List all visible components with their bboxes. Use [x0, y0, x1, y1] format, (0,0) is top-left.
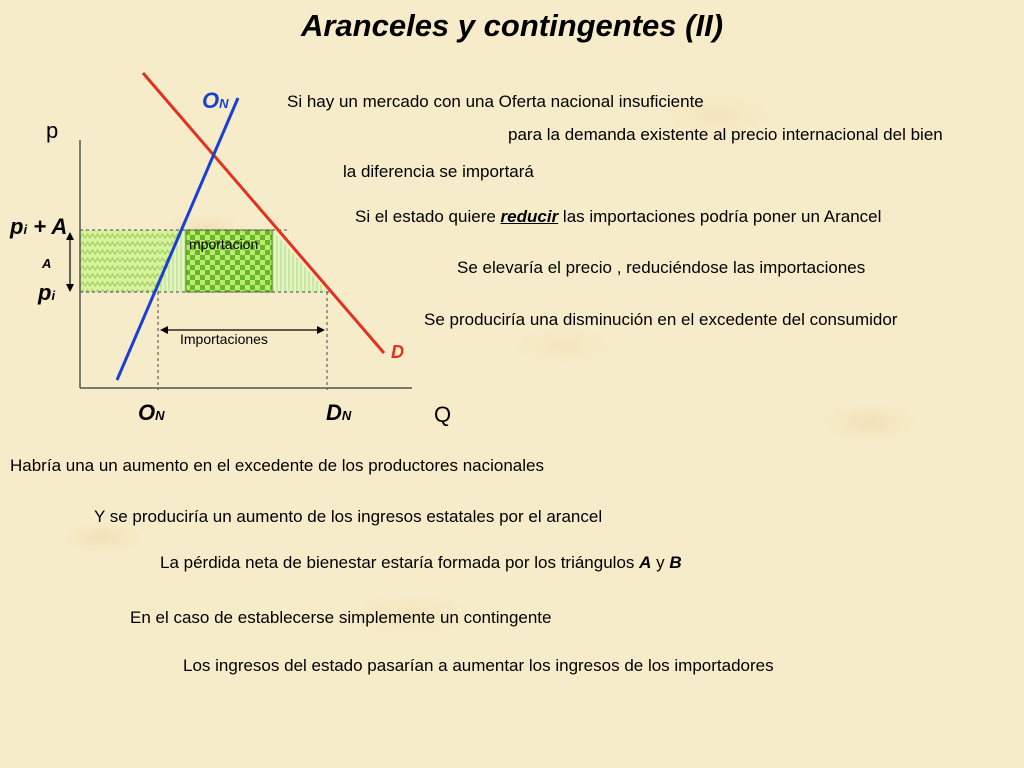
text-line-9: La pérdida neta de bienestar estaría formada por los triángulos A y B: [160, 553, 682, 572]
slide-title: Aranceles y contingentes (II): [300, 8, 724, 43]
quantity-dn-label: DN: [326, 400, 352, 425]
imports-arrow-right: [317, 326, 325, 334]
text-line-3: la diferencia se importará: [343, 162, 534, 181]
imports-area-label: mportacion: [189, 236, 259, 252]
text-line-6: Se produciría una disminución en el excedente del consumidor: [424, 310, 898, 329]
price-pi-plus-a-label: pi + A: [10, 214, 68, 239]
text-line-7: Habría una un aumento en el excedente de los productores nacionales: [10, 456, 544, 475]
supply-curve-label: ON: [202, 88, 229, 113]
y-axis-label: p: [46, 118, 59, 143]
demand-curve-label: D: [391, 342, 404, 362]
imports-arrow-label: Importaciones: [180, 331, 268, 347]
a-arrow-head-bottom: [66, 284, 74, 292]
quantity-on-label: ON: [138, 400, 165, 425]
x-axis-label: Q: [434, 402, 452, 427]
a-marker-label: A: [42, 256, 52, 271]
text-line-8: Y se produciría un aumento de los ingresos estatales por el arancel: [94, 507, 603, 526]
text-line-10: En el caso de establecerse simplemente un contingente: [130, 608, 552, 627]
text-line-4: Si el estado quiere reducir las importaciones podría poner un Arancel: [355, 207, 882, 226]
text-line-1: Si hay un mercado con una Oferta nacional insuficiente: [287, 92, 704, 111]
demand-curve: [143, 73, 384, 353]
price-pi-label: pi: [38, 280, 56, 305]
text-line-11: Los ingresos del estado pasarían a aumentar los ingresos de los importadores: [183, 656, 774, 675]
text-line-5: Se elevaría el precio , reduciéndose las importaciones: [457, 258, 866, 277]
triangle-b: [272, 230, 327, 292]
imports-arrow-left: [160, 326, 168, 334]
text-line-2: para la demanda existente al precio internacional del bien: [508, 125, 943, 144]
